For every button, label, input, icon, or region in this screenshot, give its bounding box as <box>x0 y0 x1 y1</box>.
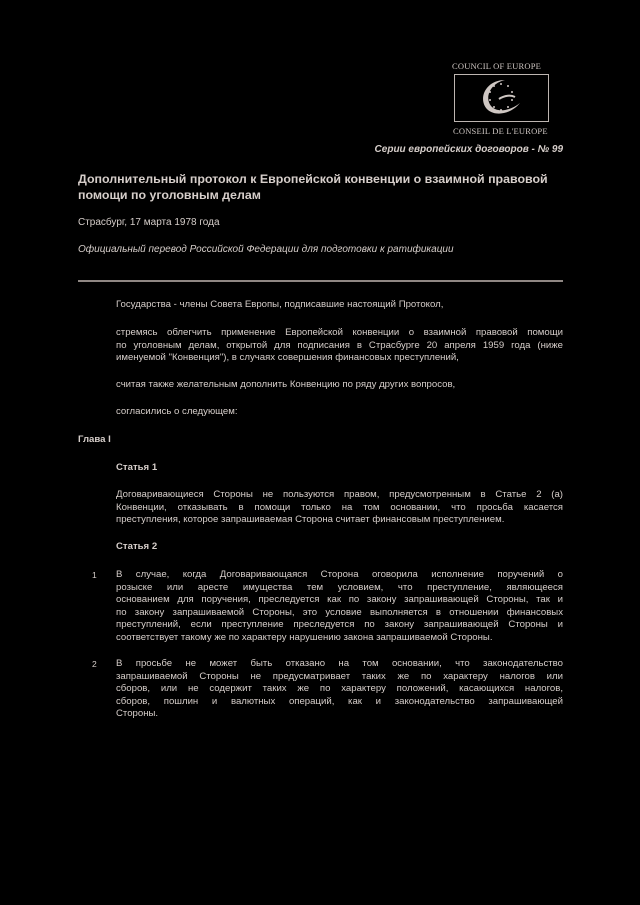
divider <box>78 280 563 282</box>
document-date: Страсбург, 17 марта 1978 года <box>78 217 220 228</box>
article-2-item-1 <box>116 569 563 644</box>
council-of-europe-logo <box>454 74 549 122</box>
preamble-paragraph <box>116 406 563 419</box>
text-line: стремясь облегчить применение Европейской конвенции о взаимной правовой помощи <box>116 327 563 338</box>
article-1-text <box>116 489 563 527</box>
text-line: соответствует такому же по характеру нарушению закона запрашиваемой Стороны. <box>116 631 493 643</box>
text-line: по уголовным делам, открытой для подписания в Страсбурге 20 апреля 1959 года (ниже <box>116 339 563 351</box>
preamble-paragraph <box>116 327 563 365</box>
item-number: 2 <box>92 659 97 669</box>
text-line: Стороны. <box>116 708 159 719</box>
text-line: согласились о следующем: <box>116 406 238 417</box>
text-line: по закону запрашиваемой Стороны, это условие выполняется в отношении финансовых <box>116 606 563 618</box>
article-1-heading: Статья 1 <box>116 462 158 473</box>
text-line: запрашиваемой Стороны не предусматривает таких же по характеру налогов или <box>116 670 563 682</box>
preamble-paragraph <box>116 299 563 312</box>
text-line: сборов, или не содержит таких же по характеру положений, касающихся налогов, <box>116 683 563 694</box>
text-line: основанием для поручения, преследуется как по закону запрашивающей Стороны, так и <box>116 594 563 605</box>
text-line: преступлений, если преступление преследуется по закону запрашивающей Стороны и <box>116 619 563 630</box>
text-line: В случае, когда Договаривающаяся Сторона оговорила исполнение поручений о <box>116 569 563 580</box>
logo-top-text: COUNCIL OF EUROPE <box>452 61 542 71</box>
article-2-heading: Статья 2 <box>116 541 158 552</box>
preamble-paragraph <box>116 379 563 392</box>
chapter-heading: Глава I <box>78 434 111 445</box>
text-line: преступления, которое запрашиваемая Сторона считает финансовым преступлением. <box>116 514 505 525</box>
text-line: Конвенции, отказывать в помощи только на том основании, что просьба касается <box>116 501 563 513</box>
document-title: Дополнительный протокол к Европейской конвенции о взаимной правовой помощи по уголовным делам <box>78 172 548 202</box>
official-translation-note: Официальный перевод Российской Федерации для подготовки к ратификации <box>78 244 454 255</box>
stars-circle-icon <box>455 75 548 121</box>
text-line: сборов, пошлин и валютных операций, как и законодательство запрашивающей <box>116 695 563 707</box>
item-number: 1 <box>92 570 97 580</box>
text-line: розыске или аресте имущества тем условием, что преступление, являющееся <box>116 581 563 593</box>
text-line: считая также желательным дополнить Конвенцию по ряду других вопросов, <box>116 379 456 390</box>
text-line: Договаривающиеся Стороны не пользуются правом, предусмотренным в Статье 2 (a) <box>116 489 563 500</box>
logo-bottom-text: CONSEIL DE L'EUROPE <box>453 126 548 136</box>
text-line: В просьбе не может быть отказано на том основании, что законодательство <box>116 658 563 669</box>
text-line: Государства - члены Совета Европы, подписавшие настоящий Протокол, <box>116 299 444 310</box>
series-label: Серии европейских договоров - № 99 <box>374 144 563 155</box>
article-2-item-2 <box>116 658 563 721</box>
text-line: именуемой "Конвенция"), в случаях совершения финансовых преступлений, <box>116 352 459 363</box>
